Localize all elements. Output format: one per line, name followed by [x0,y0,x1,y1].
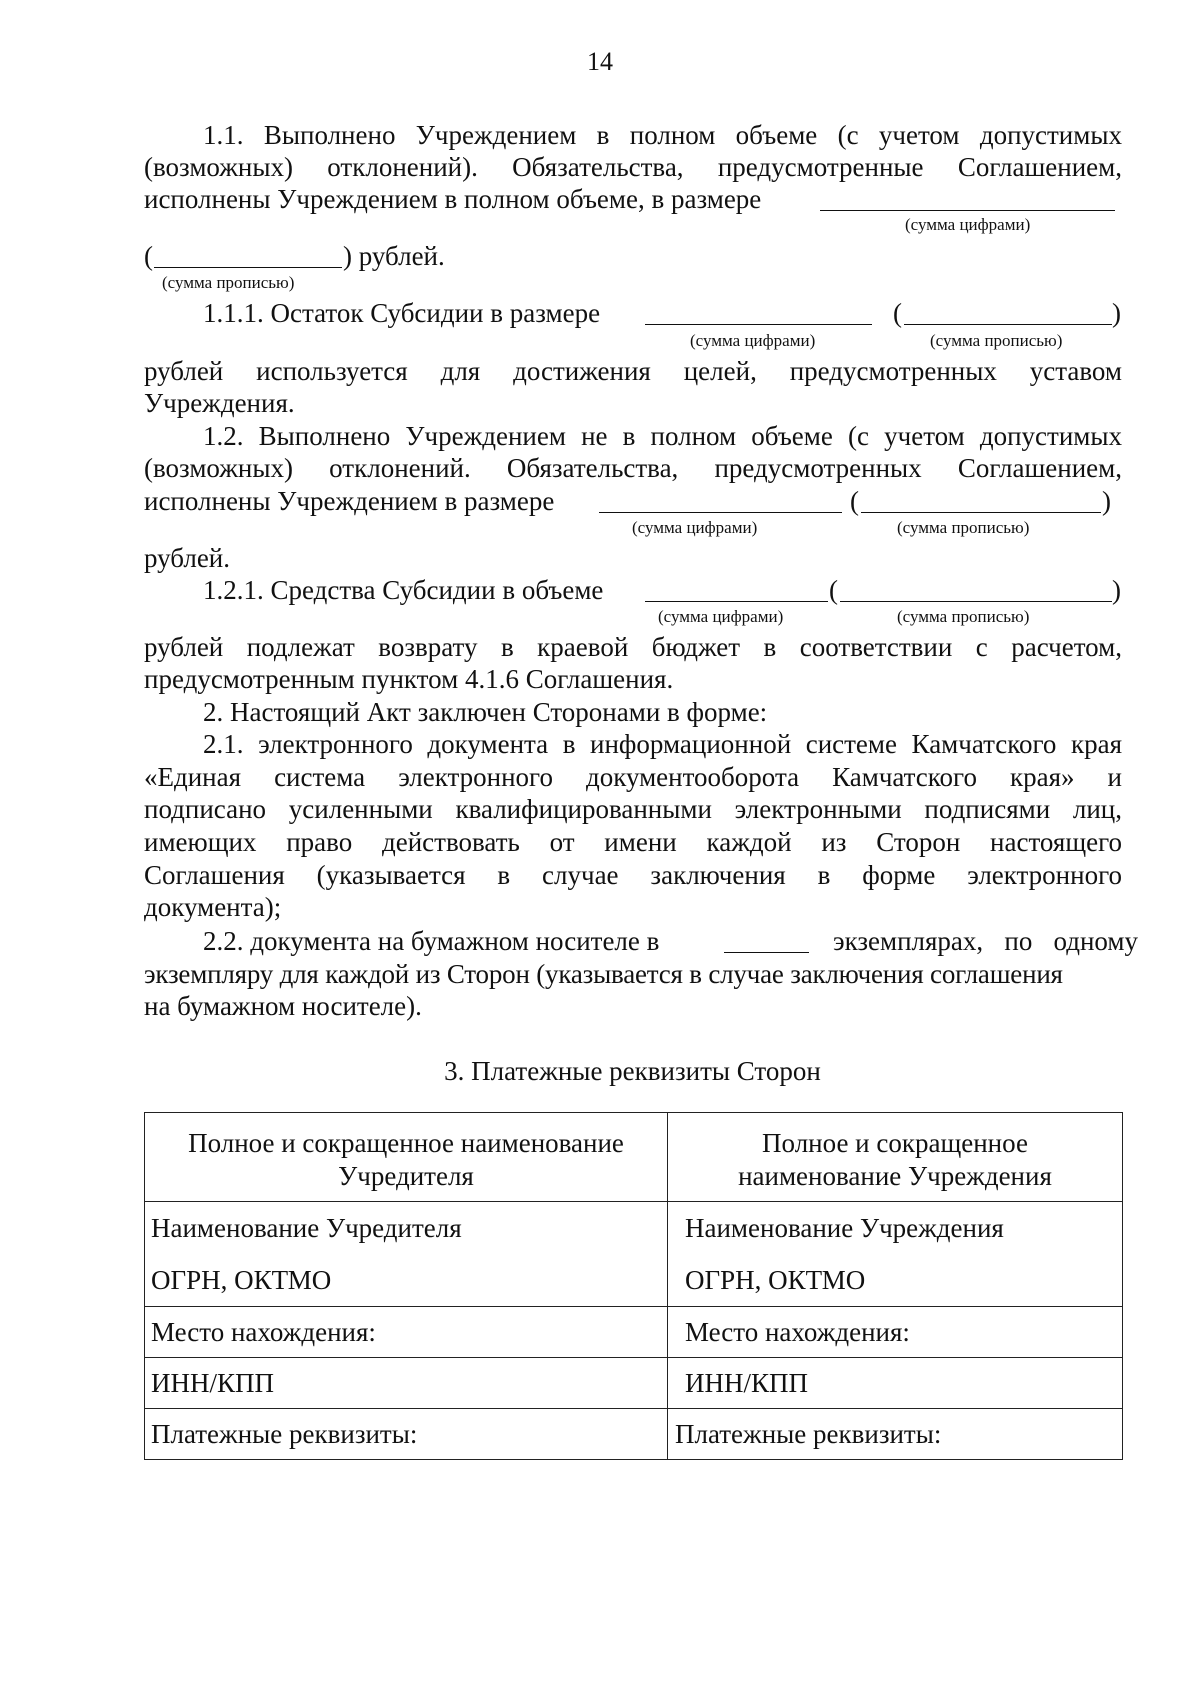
sum-words-blank-3[interactable] [861,490,1101,513]
paragraph-2-2-line-3: на бумажном носителе). [144,991,422,1021]
header-institution-line-2: наименование Учреждения [738,1161,1052,1191]
founder-payment-cell[interactable]: Платежные реквизиты: [145,1409,668,1460]
sum-words-blank-4[interactable] [840,579,1112,602]
sum-words-blank-1[interactable] [154,245,342,268]
founder-ogrn-label: ОГРН, ОКТМО [151,1265,332,1295]
paragraph-2-1-line-4: имеющих право действовать от имени каждой из Сторон настоящего [144,827,1122,857]
table-row [145,1202,1123,1307]
paragraph-2-1-line-6: документа); [144,892,282,922]
paragraph-1-1-line-3: исполнены Учреждением в полном объеме, в размере [144,184,762,214]
paragraph-2-2-line-1b: экземплярах, по одному [833,926,1138,956]
paragraph-1-2-1-line-3: предусмотренным пунктом 4.1.6 Соглашения. [144,664,674,694]
institution-name-cell[interactable] [668,1202,1123,1307]
paragraph-1-2-1-close-paren: ) [1112,575,1121,605]
paragraph-1-2-1-open-paren: ( [829,575,838,605]
paragraph-1-1-1-open-paren: ( [893,298,902,328]
institution-inn-cell[interactable]: ИНН/КПП [668,1358,1123,1409]
paragraph-1-1-rubles: ) рублей. [343,241,445,271]
header-cell-founder [145,1113,668,1202]
paragraph-1-1-1-line-3: Учреждения. [144,388,295,418]
paragraph-2-1-line-5: Соглашения (указывается в случае заключения в форме электронного [144,860,1122,890]
institution-ogrn-label: ОГРН, ОКТМО [685,1265,866,1295]
paragraph-1-1-1-close-paren: ) [1112,298,1121,328]
caption-sum-digits-1: (сумма цифрами) [905,215,1031,234]
caption-sum-words-4: (сумма прописью) [897,607,1030,626]
caption-sum-words-3: (сумма прописью) [897,518,1030,537]
paragraph-2-2-line-2: экземпляру для каждой из Сторон (указывается в случае заключения соглашения [144,959,1063,989]
paragraph-1-1-line-2: (возможных) отклонений). Обязательства, предусмотренные Соглашением, [144,152,1122,182]
copies-count-blank[interactable] [724,930,809,953]
paragraph-1-2-1-line-2: рублей подлежат возврату в краевой бюджет в соответствии с расчетом, [144,632,1122,662]
header-cell-institution [668,1113,1123,1202]
caption-sum-words-2: (сумма прописью) [930,331,1063,350]
paragraph-2-2-line-1a: 2.2. документа на бумажном носителе в [203,926,660,956]
header-institution-line-1: Полное и сокращенное [762,1128,1028,1158]
caption-sum-words-1: (сумма прописью) [162,273,295,292]
paragraph-1-2-line-2: (возможных) отклонений. Обязательства, предусмотренных Соглашением, [144,453,1122,483]
paragraph-1-1-1-text: 1.1.1. Остаток Субсидии в размере [203,298,601,328]
sum-digits-blank-3[interactable] [599,490,842,513]
table-row [145,1358,1123,1409]
paragraph-2-1-line-1: 2.1. электронного документа в информационной системе Камчатского края [203,729,1122,759]
sum-digits-blank-4[interactable] [645,579,828,602]
paragraph-2-1-line-3: подписано усиленными квалифицированными электронными подписями лиц, [144,794,1122,824]
founder-address-cell[interactable]: Место нахождения: [145,1307,668,1358]
founder-name-label: Наименование Учредителя [151,1213,462,1243]
caption-sum-digits-4: (сумма цифрами) [658,607,784,626]
sum-digits-blank-2[interactable] [645,302,872,325]
table-row [145,1307,1123,1358]
paragraph-2: 2. Настоящий Акт заключен Сторонами в форме: [203,697,768,727]
institution-payment-cell[interactable]: Платежные реквизиты: [668,1409,1123,1460]
caption-sum-digits-2: (сумма цифрами) [690,331,816,350]
sum-words-blank-2[interactable] [904,302,1112,325]
header-founder-line-2: Учредителя [338,1161,474,1191]
table-row [145,1409,1123,1460]
paragraph-2-1-line-2: «Единая система электронного документооборота Камчатского края» и [144,762,1122,792]
institution-name-label: Наименование Учреждения [685,1213,1004,1243]
payment-details-table [144,1112,1123,1460]
paragraph-1-2-1-text: 1.2.1. Средства Субсидии в объеме [203,575,604,605]
paragraph-1-1-open-paren: ( [144,241,153,271]
section-3-title: 3. Платежные реквизиты Сторон [444,1056,821,1086]
paragraph-1-1-line-1: 1.1. Выполнено Учреждением в полном объеме (с учетом допустимых [203,120,1122,150]
paragraph-1-2-open-paren: ( [850,486,859,516]
founder-name-cell[interactable] [145,1202,668,1307]
paragraph-1-2-close-paren: ) [1102,486,1111,516]
paragraph-1-2-rubles: рублей. [144,543,231,573]
paragraph-1-2-line-1: 1.2. Выполнено Учреждением не в полном объеме (с учетом допустимых [203,421,1122,451]
table-header-row [145,1113,1123,1202]
page-number: 14 [587,47,613,76]
paragraph-1-1-1-line-2: рублей используется для достижения целей, предусмотренных уставом [144,356,1122,386]
sum-digits-blank-1[interactable] [820,188,1115,211]
caption-sum-digits-3: (сумма цифрами) [632,518,758,537]
institution-address-cell[interactable]: Место нахождения: [668,1307,1123,1358]
header-founder-line-1: Полное и сокращенное наименование [188,1128,624,1158]
paragraph-1-2-line-3: исполнены Учреждением в размере [144,486,555,516]
founder-inn-cell[interactable]: ИНН/КПП [145,1358,668,1409]
